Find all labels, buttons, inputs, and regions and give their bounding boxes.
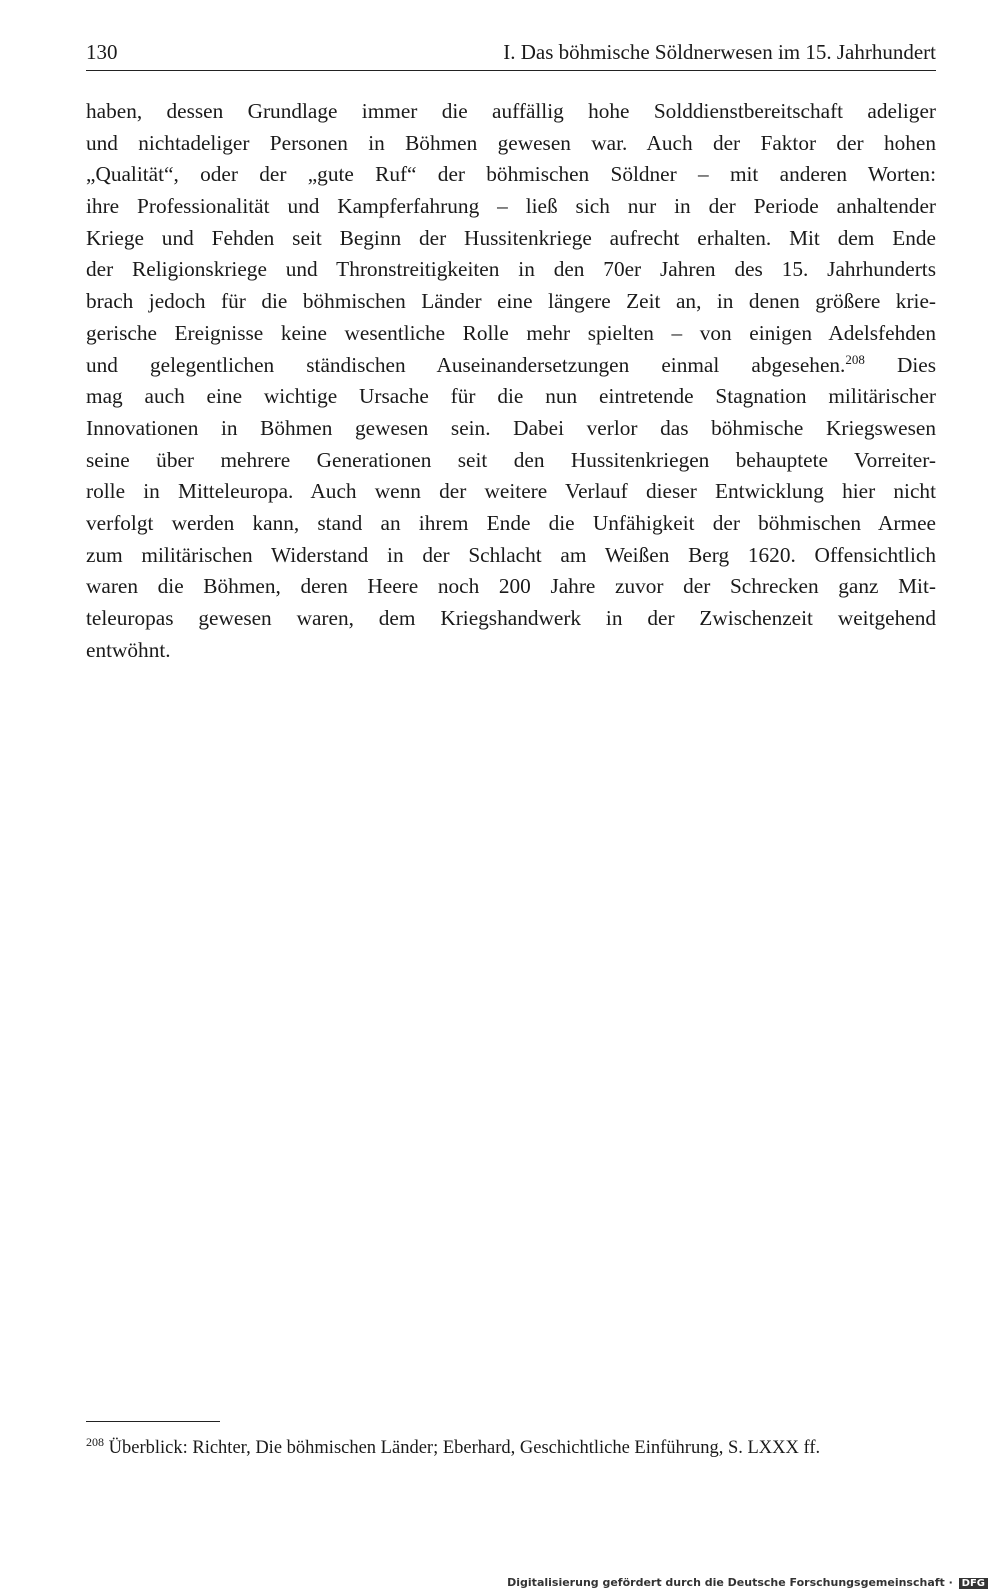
running-head-title: I. Das böhmische Söldnerwesen im 15. Jahrhundert [503,40,936,64]
body-paragraph [86,96,936,666]
footnote-text: Überblick: Richter, Die böhmischen Länder; Eberhard, Geschichtliche Einführung, S. LXXX ff. [108,1438,821,1458]
text-line: Innovationen in Böhmen gewesen sein. Dabei verlor das böhmische Kriegswesen [86,415,936,440]
text-line-with-footnote [86,350,936,382]
text-line: waren die Böhmen, deren Heere noch 200 Jahre zuvor der Schrecken ganz Mit- [86,574,936,599]
text-line: gerische Ereignisse keine wesentliche Rolle mehr spielten – von einigen Adelsfehden [86,320,936,345]
footnote [86,1435,936,1461]
footnote-divider [86,1421,220,1422]
text-line: ihre Professionalität und Kampferfahrung – ließ sich nur in der Periode anhaltender [86,194,936,219]
footnote-reference[interactable]: 208 [845,351,865,367]
credit-text: Digitalisierung gefördert durch die Deutsche Forschungsgemeinschaft · [507,1576,953,1589]
text-line: seine über mehrere Generationen seit den Hussitenkriegen behauptete Vorreiter- [86,447,936,472]
footnote-number: 208 [86,1434,104,1449]
text-line: brach jedoch für die böhmischen Länder eine längere Zeit an, in denen größere krie- [86,289,936,314]
text-line: „Qualität“, oder der „gute Ruf“ der böhmischen Söldner – mit anderen Worten: [86,162,936,187]
text-line: rolle in Mitteleuropa. Auch wenn der weitere Verlauf dieser Entwicklung hier nicht [86,479,936,504]
text-line: der Religionskriege und Thronstreitigkeiten in den 70er Jahren des 15. Jahrhunderts [86,257,936,282]
text-line: mag auch eine wichtige Ursache für die nun eintretende Stagnation militärischer [86,384,936,409]
text-line: teleuropas gewesen waren, dem Kriegshandwerk in der Zwischenzeit weitgehend [86,606,936,630]
text-line-last: entwöhnt. [86,637,171,662]
text-line-segment: und gelegentlichen ständischen Auseinandersetzungen einmal abgesehen. [86,352,846,377]
text-line: zum militärischen Widerstand in der Schlacht am Weißen Berg 1620. Offensichtlich [86,542,936,567]
text-line: und nichtadeliger Personen in Böhmen gewesen war. Auch der Faktor der hohen [86,130,936,155]
dfg-logo-icon: DFG [959,1578,988,1589]
text-line: Kriege und Fehden seit Beginn der Hussitenkriege aufrecht erhalten. Mit dem Ende [86,225,936,250]
text-line: haben, dessen Grundlage immer die auffällig hohe Solddienstbereitschaft adeliger [86,99,936,123]
page-number: 130 [86,40,118,64]
running-header [86,36,936,71]
digitization-credit [507,1576,988,1589]
text-line: verfolgt werden kann, stand an ihrem Ende die Unfähigkeit der böhmischen Armee [86,510,936,535]
text-line-segment: Dies [896,352,937,377]
